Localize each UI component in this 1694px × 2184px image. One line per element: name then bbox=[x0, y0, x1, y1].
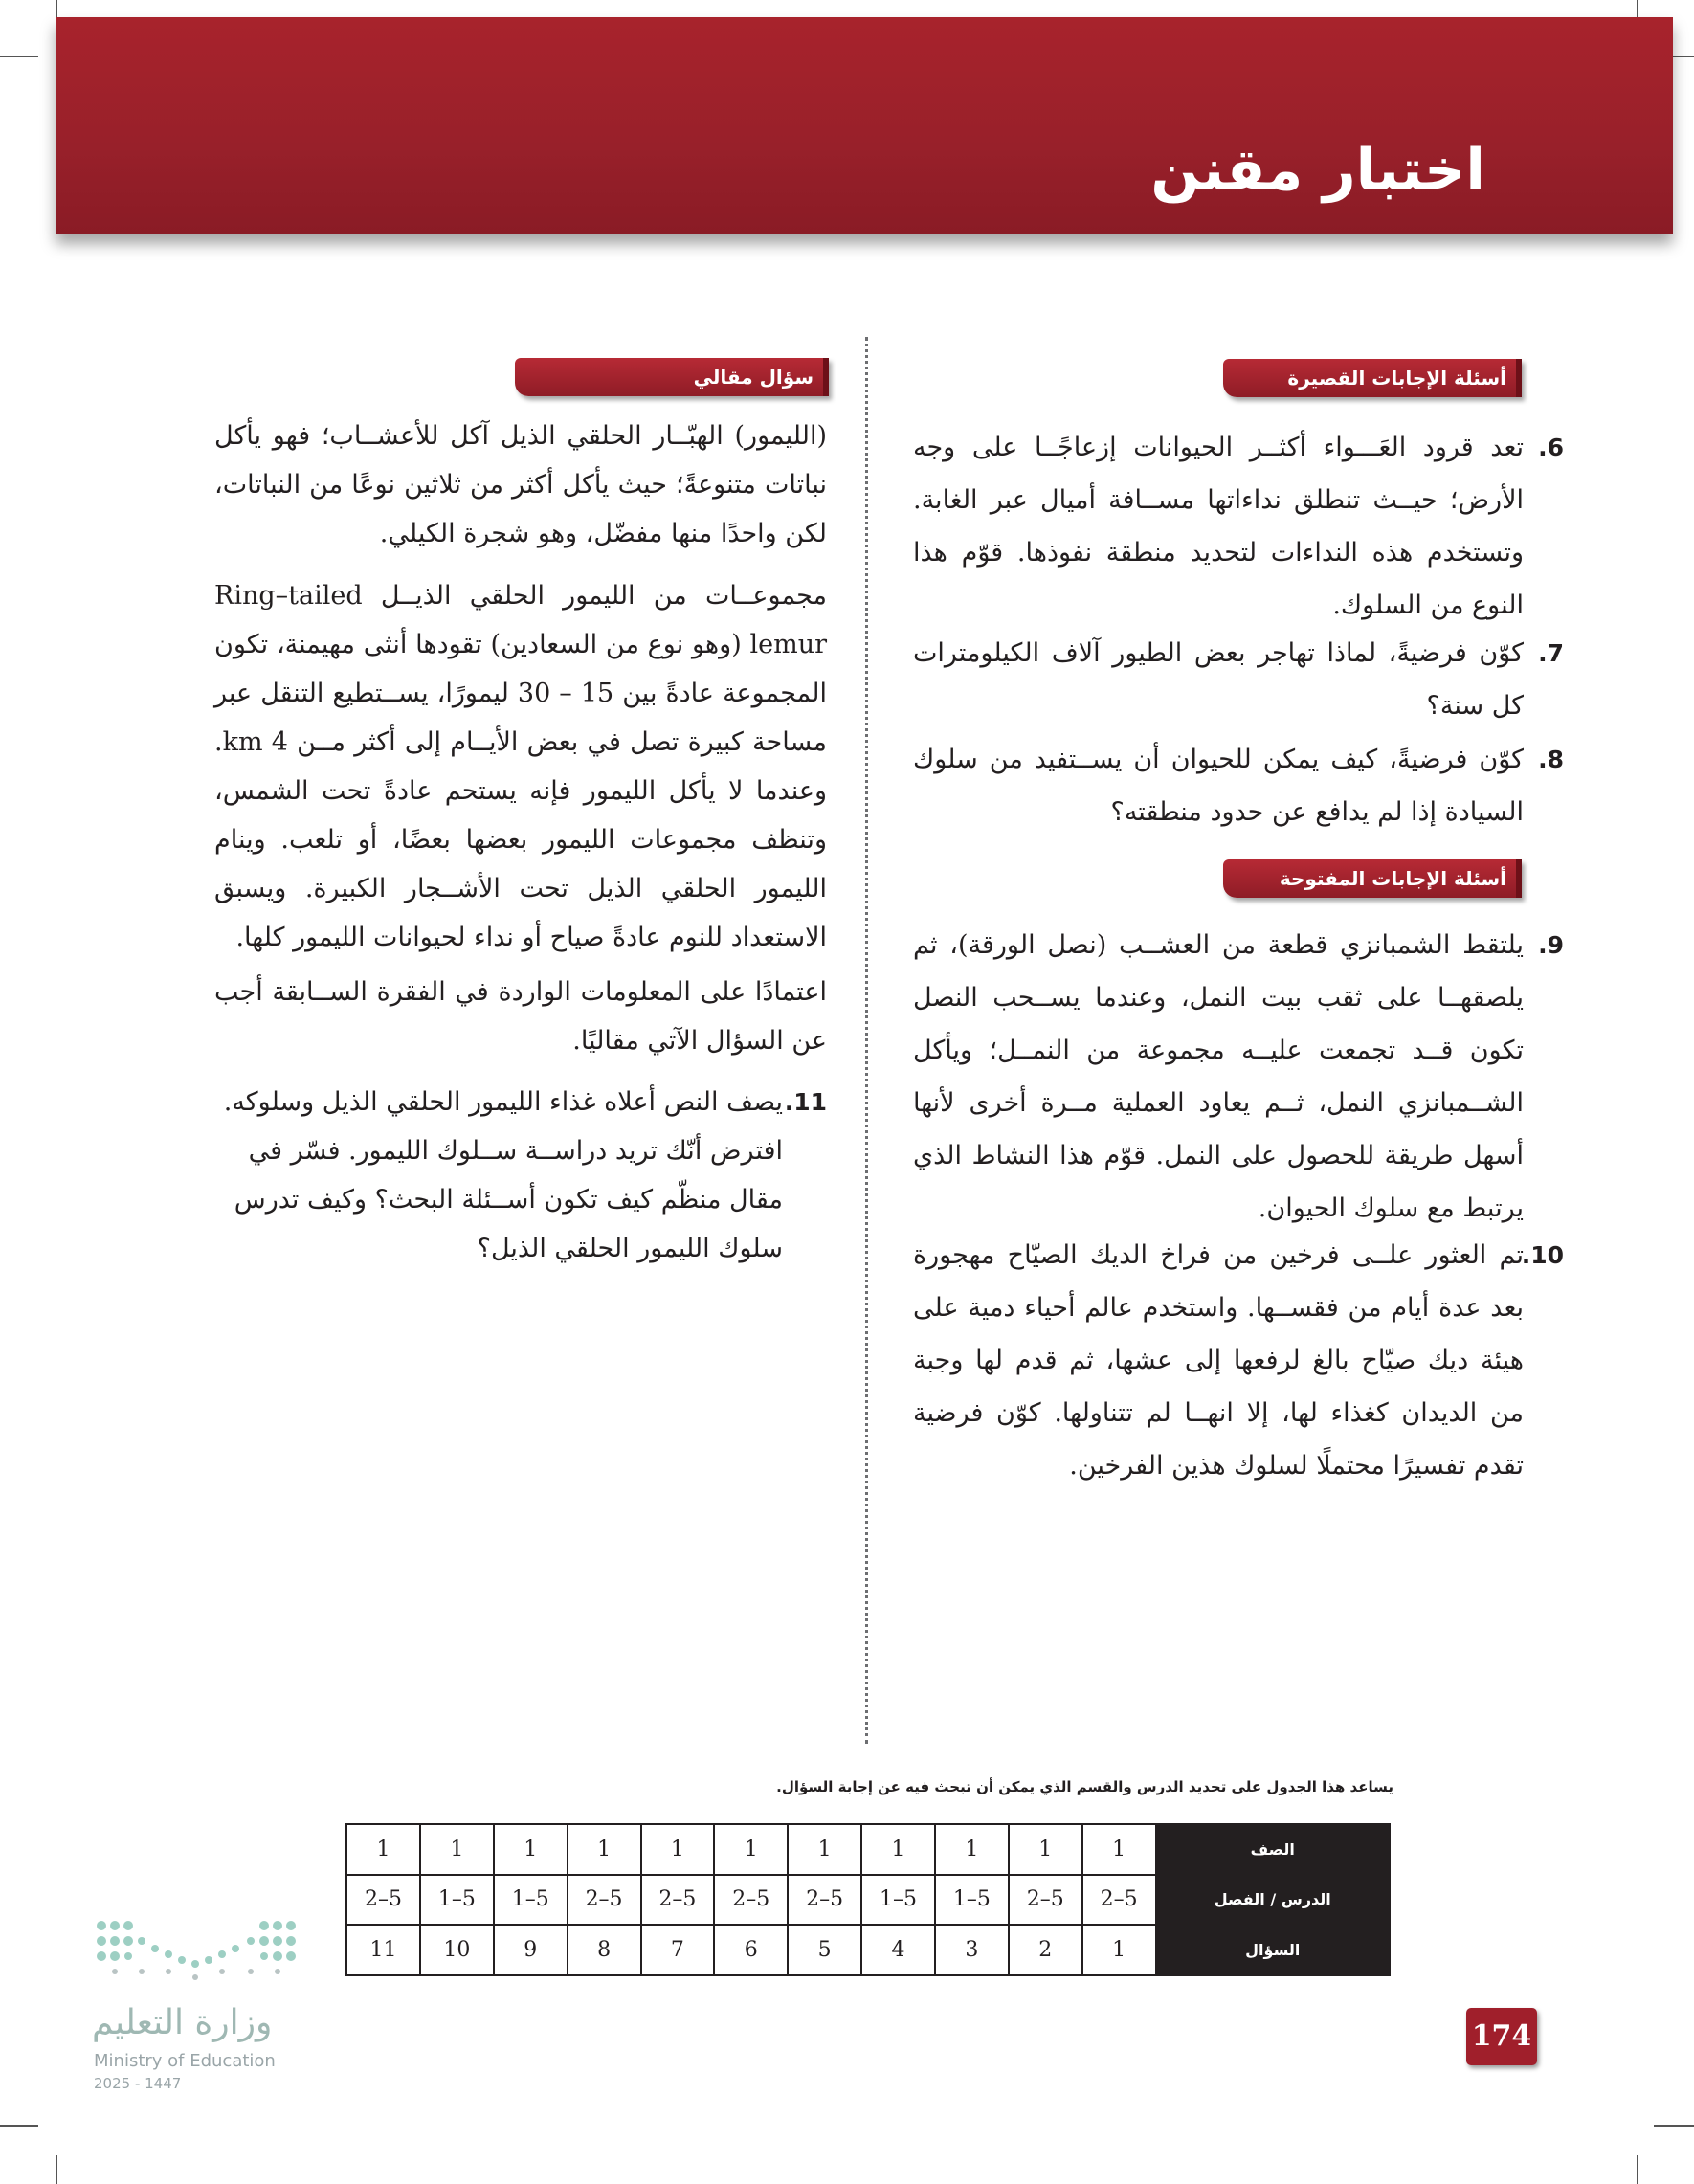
table-cell: 1 bbox=[1082, 1925, 1156, 1975]
ministry-dots-icon bbox=[92, 1914, 312, 1986]
section-heading-open-ended: أسئلة الإجابات المفتوحة bbox=[1223, 859, 1522, 898]
table-cell: 2–5 bbox=[568, 1875, 641, 1926]
page-title: اختبار مقنن bbox=[1150, 137, 1485, 204]
page-number: 174 bbox=[1466, 2008, 1537, 2065]
column-divider bbox=[865, 337, 868, 1744]
question-11 bbox=[218, 1078, 827, 1273]
table-cell: 1 bbox=[494, 1824, 568, 1875]
question-10 bbox=[913, 1229, 1564, 1492]
header-banner bbox=[56, 17, 1673, 234]
table-cell: 1 bbox=[420, 1824, 494, 1875]
table-cell: 1–5 bbox=[494, 1875, 568, 1926]
crop-mark bbox=[1637, 2155, 1638, 2184]
table-cell: 2–5 bbox=[1082, 1875, 1156, 1926]
question-text: يلتقط الشمبانزي قطعة من العشــب (نصل الورقة)، ثم يلصقهــا على ثقب بيت النمل، وعندما يســحب النصل تكون قــد تجمعت عليــه مجموعة من النمــل؛ ويأكل الشــمبانزي النمل، ثــم يعاود العملية مــرة أخرى لأنها أسهل طريقة للحصول على النمل. قوّم هذا النشاط الذي يرتبط مع سلوك الحيوان. bbox=[913, 930, 1524, 1223]
table-cell: 5 bbox=[788, 1925, 861, 1975]
table-cell: 1–5 bbox=[935, 1875, 1009, 1926]
table-row-question bbox=[346, 1925, 1390, 1975]
question-text: تعد قرود العَـــواء أكثــر الحيوانات إزعاجًــا على وجه الأرض؛ حيــث تنطلق نداءاتها مســافة أميال عبر الغابة. وتستخدم هذه النداءات لتحديد منطقة نفوذها. قوّم هذا النوع من السلوك. bbox=[913, 433, 1524, 620]
essay-paragraph-3: اعتمادًا على المعلومات الواردة في الفقرة الســابقة أجب عن السؤال الآتي مقاليًا. bbox=[214, 977, 827, 1056]
table-cell: 10 bbox=[420, 1925, 494, 1975]
table-cell: 2–5 bbox=[788, 1875, 861, 1926]
table-cell: 4 bbox=[861, 1925, 935, 1975]
table-cell: 1 bbox=[1082, 1824, 1156, 1875]
table-cell: 7 bbox=[641, 1925, 715, 1975]
ministry-year: 2025 - 1447 bbox=[94, 2075, 182, 2092]
row-header: الصف bbox=[1156, 1824, 1390, 1875]
table-cell: 2 bbox=[1009, 1925, 1082, 1975]
question-number: 11. bbox=[784, 1088, 827, 1116]
table-cell: 1 bbox=[346, 1824, 420, 1875]
section-heading-essay: سؤال مقالي bbox=[515, 358, 829, 396]
crop-mark bbox=[0, 2125, 38, 2127]
table-cell: 1 bbox=[935, 1824, 1009, 1875]
table-cell: 1 bbox=[568, 1824, 641, 1875]
question-number: 7. bbox=[1538, 639, 1564, 667]
ministry-name-ar: وزارة التعليم bbox=[92, 2003, 273, 2042]
table-cell: 1–5 bbox=[420, 1875, 494, 1926]
table-row-lesson bbox=[346, 1875, 1390, 1926]
question-number: 8. bbox=[1538, 746, 1564, 773]
question-number: 10. bbox=[1521, 1241, 1564, 1269]
question-8 bbox=[913, 733, 1564, 838]
table-cell: 1 bbox=[641, 1824, 715, 1875]
section-heading-short-answer: أسئلة الإجابات القصيرة bbox=[1223, 359, 1522, 397]
row-header: السؤال bbox=[1156, 1925, 1390, 1975]
crop-mark bbox=[0, 56, 38, 57]
crop-mark bbox=[1654, 2125, 1694, 2127]
table-cell: 1 bbox=[788, 1824, 861, 1875]
question-text: كوّن فرضيةً، لماذا تهاجر بعض الطيور آلاف الكيلومترات كل سنة؟ bbox=[913, 638, 1524, 721]
ministry-logo bbox=[92, 1914, 322, 2096]
reference-table bbox=[345, 1823, 1391, 1976]
question-text: كوّن فرضيةً، كيف يمكن للحيوان أن يســتفيد من سلوك السيادة إذا لم يدافع عن حدود منطقته؟ bbox=[913, 745, 1524, 827]
question-text: تم العثور علــى فرخين من فراخ الديك الصيّاح مهجورة بعد عدة أيام من فقســها. واستخدم عالم أحياء دمية على هيئة ديك صيّاح بالغ لرفعها إلى عشها، ثم قدم لها وجبة من الديدان كغذاء لها، إلا انهــا لم تتناولها. كوّن فرضية تقدم تفسيرًا محتملًا لسلوك هذين الفرخين. bbox=[913, 1240, 1524, 1481]
table-cell: 11 bbox=[346, 1925, 420, 1975]
table-cell: 1 bbox=[861, 1824, 935, 1875]
essay-paragraph-2: مجموعــات من الليمور الحلقي الذيــل Ring–tailed lemur (وهو نوع من السعادين) تقودها أنثى مهيمنة، تكون المجموعة عادةً بين 15 – 30 ليمورًا، يســتطيع التنقل عبر مساحة كبيرة تصل في بعض الأيــام إلى أكثر مــن 4 km. وعندما لا يأكل الليمور فإنه يستحم عادةً تحت الشمس، وتنظف مجموعات الليمور بعضها بعضًا، أو تلعب. وينام الليمور الحلقي الذيل تحت الأشــجار الكبيرة. ويسبق الاستعداد للنوم عادةً صياح أو نداء لحيوانات الليمور كلها. bbox=[214, 581, 827, 952]
question-number: 6. bbox=[1538, 434, 1564, 461]
table-cell: 1–5 bbox=[861, 1875, 935, 1926]
table-cell: 3 bbox=[935, 1925, 1009, 1975]
table-cell: 2–5 bbox=[714, 1875, 788, 1926]
essay-paragraph-1: (الليمور) الهبّــار الحلقي الذيل آكل للأعشــاب؛ فهو يأكل نباتات متنوعةً؛ حيث يأكل أكثر من ثلاثين نوعًا من النباتات، لكن واحدًا منها مفضّل، وهو شجرة الكيلي. bbox=[214, 421, 827, 548]
question-7 bbox=[913, 627, 1564, 732]
table-cell: 8 bbox=[568, 1925, 641, 1975]
table-cell: 2–5 bbox=[1009, 1875, 1082, 1926]
question-9 bbox=[913, 919, 1564, 1235]
row-header: الدرس / الفصل bbox=[1156, 1875, 1390, 1926]
ministry-name-en: Ministry of Education bbox=[94, 2051, 276, 2071]
table-row-grade bbox=[346, 1824, 1390, 1875]
question-6 bbox=[913, 421, 1564, 632]
table-cell: 9 bbox=[494, 1925, 568, 1975]
table-cell: 2–5 bbox=[641, 1875, 715, 1926]
table-cell: 2–5 bbox=[346, 1875, 420, 1926]
question-number: 9. bbox=[1538, 931, 1564, 959]
table-note: يساعد هذا الجدول على تحديد الدرس والقسم الذي يمكن أن تبحث فيه عن إجابة السؤال. bbox=[776, 1778, 1393, 1795]
table-cell: 1 bbox=[714, 1824, 788, 1875]
question-text: يصف النص أعلاه غذاء الليمور الحلقي الذيل وسلوكه. افترض أنّك تريد دراســة ســلوك الليمور. فسّر في مقال منظّم كيف تكون أســئلة البحث؟ وكيف تدرس سلوك الليمور الحلقي الذيل؟ bbox=[223, 1087, 783, 1263]
table-cell: 1 bbox=[1009, 1824, 1082, 1875]
table-cell: 6 bbox=[714, 1925, 788, 1975]
crop-mark bbox=[56, 2155, 57, 2184]
